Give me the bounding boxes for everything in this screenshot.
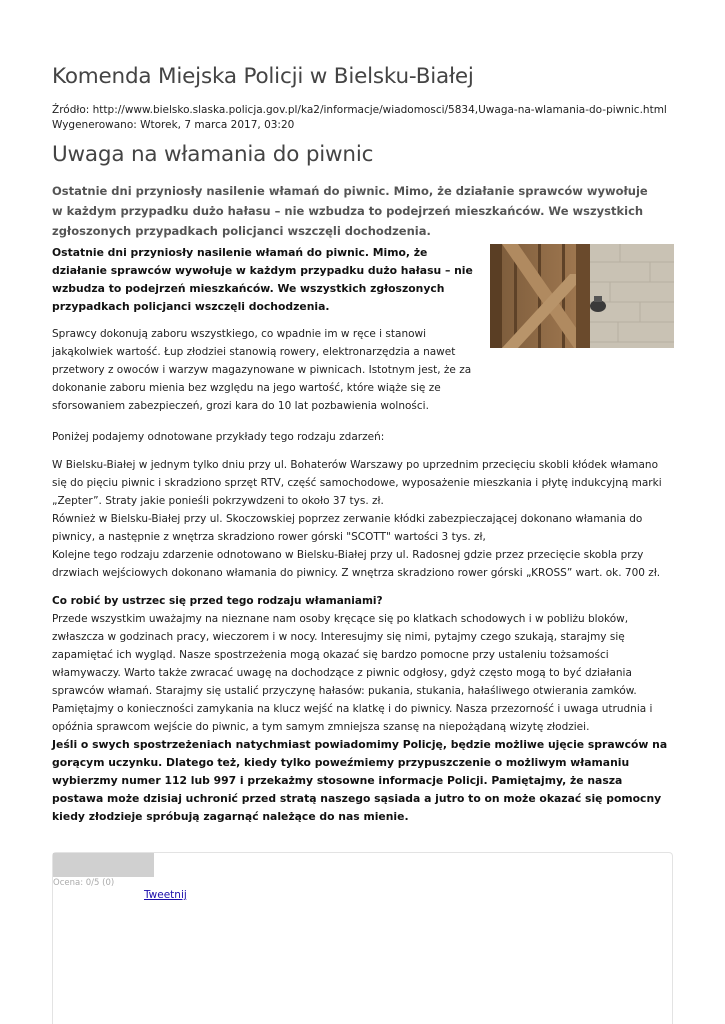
article-photo bbox=[490, 244, 674, 348]
document-meta bbox=[52, 103, 667, 133]
advice-bold: Jeśli o swych spostrzeżeniach natychmiast powiadomimy Policję, będzie możliwe ujęcie sprawców na gorącym uczynku. Dlatego też, kiedy tylko poweźmiemy przypuszczenie o możliwym włamaniu wybierzmy numer 112 lub 997 i przekażmy stosowne informacje Policji. Pamiętajmy, że nasza postawa może dzisiaj uchronić przed stratą naszego sąsiada a jutro to on może okazać się pomocny kiedy złodzieje spróbują zagarnąć należące do nas mienie. bbox=[52, 738, 668, 823]
article-intro: Ostatnie dni przyniosły nasilenie włamań do piwnic. Mimo, że działanie sprawców wywołuje w każdym przypadku dużo hałasu – nie wzbudza to podejrzeń mieszkańców. We wszystkich zgłoszonych przypadkach policjanci wszczęli dochodzenia. bbox=[52, 246, 473, 313]
advice-heading: Co robić by ustrzec się przed tego rodzaju włamaniami? bbox=[52, 595, 383, 607]
tweet-link[interactable]: Tweetnij bbox=[144, 889, 187, 901]
article-paragraph-2: Poniżej podajemy odnotowane przykłady tego rodzaju zdarzeń: bbox=[52, 431, 385, 443]
examples-block bbox=[52, 456, 664, 582]
site-title: Komenda Miejska Policji w Bielsku-Białej bbox=[52, 64, 474, 89]
example-3: Kolejne tego rodzaju zdarzenie odnotowano w Bielsku-Białej przy ul. Radosnej gdzie przez przecięcie skobla przy drzwiach wejściowych dokonano włamania do piwnicy. Z wnętrza skradziono rower górski „KROSS” wart. ok. 700 zł. bbox=[52, 549, 661, 579]
rating-label: Ocena: 0/5 (0) bbox=[53, 878, 115, 888]
generated-line: Wygenerowano: Wtorek, 7 marca 2017, 03:20 bbox=[52, 119, 295, 131]
advice-section bbox=[52, 592, 672, 826]
source-line: Źródło: http://www.bielsko.slaska.policja.gov.pl/ka2/informacje/wiadomosci/5834,Uwaga-na-wlamania-do-piwnic.html bbox=[52, 104, 667, 116]
article-paragraph-1: Sprawcy dokonują zaboru wszystkiego, co wpadnie im w ręce i stanowi jakąkolwiek wartość. Łup złodziei stanowią rowery, elektronarzędzia a nawet przetwory z owoców i warzyw magazynowane w piwnicach. Istotnym jest, że za dokonanie zaboru mienia bez względu na jego wartość, które wiąże się ze sforsowaniem zabezpieczeń, grozi kara do 10 lat pozbawienia wolności. bbox=[52, 328, 472, 412]
basement-door-image bbox=[490, 244, 674, 348]
social-box bbox=[52, 852, 673, 1024]
advice-text: Przede wszystkim uważajmy na nieznane nam osoby kręcące się po klatkach schodowych i w pobliżu bloków, zwłaszcza w godzinach pracy, wieczorem i w nocy. Interesujmy się nimi, pytajmy czego szukają, starajmy się zapamiętać ich wygląd. Nasze spostrzeżenia mogą okazać się bardzo pomocne przy ustaleniu tożsamości włamywaczy. Warto także zwracać uwagę na dochodzące z piwnic odgłosy, gdyż często mogą to być działania sprawców włamań. Starajmy się ustalić przyczynę hałasów: pukania, stukania, hałaśliwego otwierania zamków. Pamiętajmy o konieczności zamykania na klucz wejść na klatkę i do piwnicy. Nasza przezorność i uwaga utrudnia i opóźnia sprawcom wejście do piwnic, a tym samym zmniejsza szansę na niepożądaną wizytę złodziei. bbox=[52, 613, 653, 733]
article-lead: Ostatnie dni przyniosły nasilenie włamań do piwnic. Mimo, że działanie sprawców wywołuje w każdym przypadku dużo hałasu – nie wzbudza to podejrzeń mieszkańców. We wszystkich zgłoszonych przypadkach policjanci wszczęli dochodzenia. bbox=[52, 184, 648, 238]
example-2: Również w Bielsku-Białej przy ul. Skoczowskiej poprzez zerwanie kłódki zabezpieczającej dokonano włamania do piwnicy, a następnie z wnętrza skradziono rower górski "SCOTT" wartości 3 tys. zł, bbox=[52, 513, 643, 543]
rating-stars[interactable] bbox=[53, 853, 154, 877]
article-title: Uwaga na włamania do piwnic bbox=[52, 142, 374, 167]
example-1: W Bielsku-Białej w jednym tylko dniu przy ul. Bohaterów Warszawy po uprzednim przecięciu skobli kłódek włamano się do pięciu piwnic i skradziono sprzęt RTV, część samochodowe, wyposażenie mieszkania i płytę indukcyjną marki „Zepter”. Straty jakie ponieśli pokrzywdzeni to około 37 tys. zł. bbox=[52, 459, 662, 507]
